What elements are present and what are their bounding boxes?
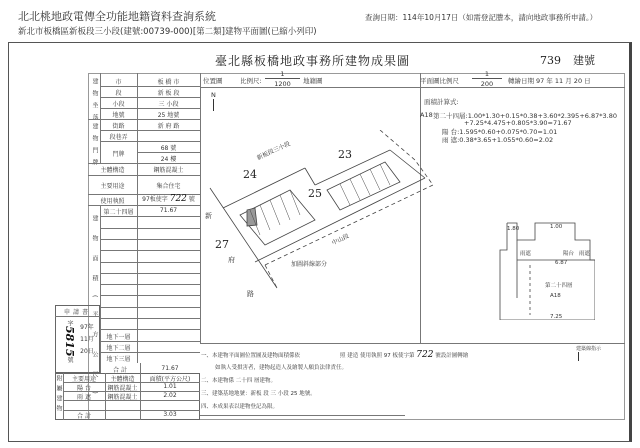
hatched-note: 加圖斜線部分 xyxy=(291,261,328,268)
value-subsection: 三 小段 xyxy=(158,101,179,108)
value-section: 新 板 段 xyxy=(157,90,180,97)
stamp-mark xyxy=(578,352,579,361)
divider xyxy=(88,163,200,164)
area-row-line xyxy=(100,284,200,285)
building-b xyxy=(327,162,400,210)
survey-date: 97 年 11 月 20 日 xyxy=(536,77,591,85)
attached-structure-balcony: 鋼筋混凝土 xyxy=(107,385,138,392)
permit-number: 722 xyxy=(169,194,187,204)
site-plan-label: 位置圖 xyxy=(203,77,223,85)
label-street: 街路 xyxy=(112,123,125,130)
attached-header-structure: 主體構造 xyxy=(110,376,135,383)
dim: 7.25 xyxy=(550,314,563,320)
building-number xyxy=(540,52,595,68)
room-label: 雨遮 xyxy=(520,251,532,257)
building-number-label: 建號 xyxy=(573,54,595,67)
floor-scale-den: 200 xyxy=(480,80,494,88)
note-4: 四、本成果表以建物登記為限。 xyxy=(201,404,279,410)
area-row-line xyxy=(100,205,200,206)
divider xyxy=(88,119,200,120)
lot-boundary xyxy=(390,150,425,178)
label-lot: 地號 xyxy=(112,112,125,119)
attached-structure-canopy: 鋼筋混凝土 xyxy=(107,394,138,401)
label-use: 主要用途 xyxy=(100,183,125,190)
attached-total: 3.03 xyxy=(163,411,177,418)
floor-scale-label: 平面圖比例尺 xyxy=(420,77,459,85)
note-3: 三、建築基地地號：新板 段 三 小段 25 地號。 xyxy=(201,391,316,397)
survey-date-label: 轉繪日期 xyxy=(508,77,534,85)
value-use: 集合住宅 xyxy=(156,183,181,190)
note-text: 執照 97 板使字第 xyxy=(371,353,415,359)
formula-row: 陽 台:1.595*0.60+0.075*0.70=1.01 xyxy=(442,128,558,136)
attached-area-canopy: 2.02 xyxy=(163,392,177,399)
formula-label: 面積計算式: xyxy=(424,98,459,106)
zhongshan-label: 中山段 xyxy=(330,232,351,247)
value-door-no: 68 號 xyxy=(160,145,177,152)
label-permit: 使用執照 xyxy=(100,198,125,205)
app-year: 97年 xyxy=(80,324,94,331)
value-floor: 24 樓 xyxy=(160,156,177,163)
group-door: 建物門牌 xyxy=(91,123,98,171)
lot-boundary xyxy=(315,150,390,185)
note-1 xyxy=(201,350,468,360)
area-row-line xyxy=(100,228,200,229)
attached-total-label: 合 計 xyxy=(77,413,91,420)
dim: 1.80 xyxy=(507,226,520,232)
area-row-line xyxy=(100,239,200,240)
divider xyxy=(200,415,405,416)
lot-boundary xyxy=(223,168,305,208)
lot-boundary xyxy=(255,178,425,262)
app-no-suffix: 號 xyxy=(66,356,73,363)
site-plan-map xyxy=(195,128,458,330)
building-number-value: 739 xyxy=(540,54,561,67)
area-value-24: 71.67 xyxy=(159,207,178,214)
floor-plan-drawing xyxy=(495,220,595,320)
document-title: 臺北縣板橋地政事務所建物成果圖 xyxy=(215,54,411,68)
label-section: 段 xyxy=(115,90,122,97)
value-lot: 25 地號 xyxy=(157,112,180,119)
app-month: 11月 xyxy=(80,336,94,343)
formula-row: 雨 遮:0.38*3.65+1.055*0.60=2.02 xyxy=(442,136,554,144)
application-date xyxy=(80,322,94,358)
attached-header-area: 面積(平方公尺) xyxy=(149,376,191,383)
value-street: 新 府 路 xyxy=(157,123,180,130)
app-no: 5815 xyxy=(63,326,76,357)
system-title: 北北桃地政電傳全功能地籍資料查詢系統 xyxy=(18,10,216,23)
label-structure: 主體構造 xyxy=(100,167,125,174)
divider xyxy=(88,175,200,176)
formula-name: 第二十四層 xyxy=(433,112,466,120)
area-floor-b1: 地下一層 xyxy=(106,334,131,341)
dim: 6.87 xyxy=(555,260,568,266)
divider xyxy=(100,108,200,109)
note-1-cont: 如執人受損害者，建物起造人及繪製人願負法律責任。 xyxy=(215,365,348,371)
formula-row: 第二十四層:1.00*1.30+0.15*0.38+3.60*2.395+6.87*3.80 xyxy=(433,112,617,120)
attached-use-balcony: 陽 台 xyxy=(77,385,91,392)
note-text: 照 xyxy=(340,353,346,359)
floor-name: 第二十四層 xyxy=(545,283,573,289)
label-subsection: 小段 xyxy=(112,101,125,108)
area-row-line xyxy=(100,295,200,296)
site-scale-num: 1 xyxy=(265,71,300,79)
area-group-label: 建物面積(平方公尺) xyxy=(91,215,98,408)
parcel-25: 25 xyxy=(308,187,322,200)
label-lane: 段巷弄 xyxy=(109,134,128,141)
permit-prefix: 97板使字 xyxy=(142,196,168,203)
divider xyxy=(100,130,200,131)
area-row-line xyxy=(100,318,200,319)
note-text: 一、本建物平面圖位置圖及建物面積係依 xyxy=(201,353,301,359)
area-floor-b2: 地下二層 xyxy=(106,345,131,352)
value-city: 板 橋 市 xyxy=(157,79,180,86)
divider xyxy=(100,141,200,142)
group-location: 建物坐落 xyxy=(91,78,98,126)
site-scale-den: 1200 xyxy=(274,80,291,88)
unit-tag-plan: A18 xyxy=(550,293,561,299)
road-char-1: 新 xyxy=(205,212,212,220)
area-row-line xyxy=(100,352,200,353)
site-scale-label: 比例尺: xyxy=(240,77,262,85)
zhongshan-boundary xyxy=(265,265,277,288)
area-row-line xyxy=(100,250,200,251)
room-label: 雨遮 xyxy=(579,251,591,257)
parcel-27: 27 xyxy=(215,238,229,251)
stamp-label: 建築線指示 xyxy=(576,346,602,352)
note-2: 二、本建物係 二十四 層建物。 xyxy=(201,378,276,384)
note-text: 號設計圖轉繪 xyxy=(435,353,469,359)
room-label: 陽台 xyxy=(563,251,575,257)
lot-boundary xyxy=(305,168,315,185)
unit-outline xyxy=(500,223,595,320)
formula-expr: 1.00*1.30+0.15*0.38+3.60*2.395+6.87*3.80 xyxy=(467,112,617,120)
formula-expr: 0.38*3.65+1.055*0.60=2.02 xyxy=(459,136,554,144)
note-text: 建造 使用 xyxy=(347,353,372,359)
divider xyxy=(137,152,200,153)
attached-header-use: 主要用途 xyxy=(71,376,96,383)
attached-group-label: 附屬建物 xyxy=(55,375,62,415)
dim: 1.00 xyxy=(550,224,563,230)
area-row-line xyxy=(100,262,200,263)
formula-row: +7.25*4.475+0.805*3.90=71.67 xyxy=(464,119,572,127)
attached-use-canopy: 雨 遮 xyxy=(77,394,91,401)
parcel-23: 23 xyxy=(338,148,352,161)
document-subtitle: 新北市板橋區新板段三小段(建號:00739-000)[第二類]建物平面圖(已縮小列印) xyxy=(18,27,317,37)
north-arrow-icon xyxy=(213,99,214,111)
formula-name: 陽 台 xyxy=(442,128,458,136)
query-date: 查詢日期：114年10月17日（如需登記謄本，請向地政事務所申請。） xyxy=(365,13,598,22)
area-row-line xyxy=(100,273,200,274)
area-total-label: 合 計 xyxy=(113,367,127,374)
divider xyxy=(55,316,100,317)
road-section-label: 新板段三小段 xyxy=(255,140,292,162)
app-no-prefix: 字 xyxy=(66,320,73,326)
value-structure: 鋼筋混凝土 xyxy=(153,167,184,174)
divider xyxy=(200,87,625,88)
divider xyxy=(100,86,200,87)
application-number xyxy=(60,320,76,363)
note-permit-no: 722 xyxy=(416,350,434,360)
site-map-label: 地籍圖 xyxy=(303,77,323,85)
road-char-2: 府 xyxy=(228,256,235,264)
area-floor-b3: 地下三層 xyxy=(106,356,131,363)
north-label: N xyxy=(211,91,216,99)
area-row-line xyxy=(100,216,200,217)
divider xyxy=(100,97,200,98)
label-door: 門牌 xyxy=(112,151,125,158)
area-floor-24: 第二十四層 xyxy=(103,209,134,216)
value-permit xyxy=(137,194,200,204)
area-row-line xyxy=(100,329,200,330)
area-total: 71.67 xyxy=(161,365,179,372)
attached-area-balcony: 1.01 xyxy=(163,383,177,390)
unit-tag: A18 xyxy=(420,111,433,119)
application-label: 申請書 xyxy=(63,309,91,316)
parcel-24: 24 xyxy=(243,168,257,181)
floor-scale-num: 1 xyxy=(472,71,502,79)
area-row-line xyxy=(100,307,200,308)
label-city: 市 xyxy=(115,79,122,86)
app-day: 20日 xyxy=(80,348,94,355)
formula-expr: 1.595*0.60+0.075*0.70=1.01 xyxy=(459,128,558,136)
permit-suffix: 號 xyxy=(188,196,195,203)
formula-name: 雨 遮 xyxy=(442,136,458,144)
divider xyxy=(200,343,625,344)
road-char-3: 路 xyxy=(247,290,254,298)
